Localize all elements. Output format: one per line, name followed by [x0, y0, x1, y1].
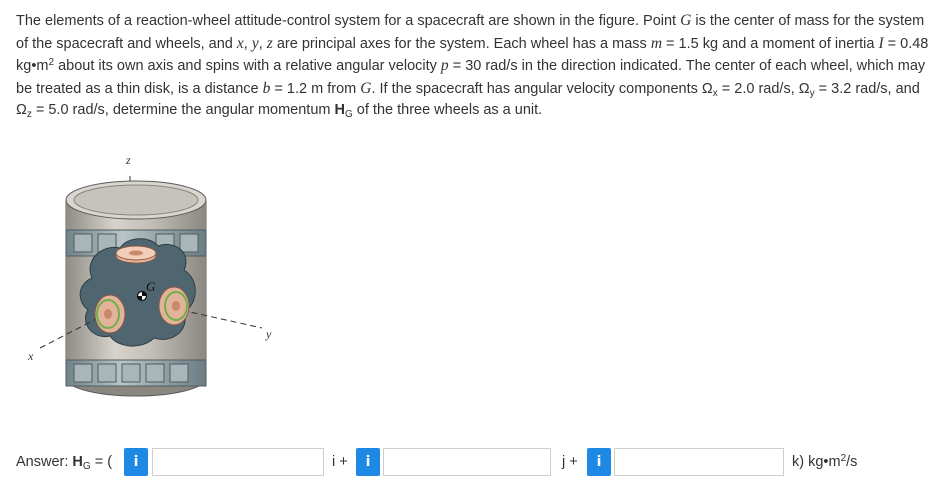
panel	[74, 364, 92, 382]
panel	[74, 234, 92, 252]
subscript: z	[26, 109, 32, 120]
problem-text: = 30 rad/s in the direction indicated. The center of each wheel, which may be treated as a thin disk, is a distance	[16, 58, 926, 97]
symbol-x: x	[236, 34, 244, 52]
answer-row	[16, 445, 931, 479]
symbol-G: G	[680, 12, 692, 29]
answer-j-input[interactable]	[383, 448, 551, 476]
subscript: x	[712, 87, 718, 99]
answer-units	[792, 454, 857, 470]
answer-i-input[interactable]	[152, 448, 324, 476]
problem-text: ,	[258, 35, 267, 52]
subscript: y	[809, 87, 815, 99]
wheel-y-hub	[172, 301, 180, 311]
symbol-m: m	[650, 34, 663, 52]
symbol-H: H	[334, 102, 345, 118]
answer-k-input[interactable]	[614, 448, 784, 476]
subscript: G	[344, 109, 353, 120]
problem-text: = 3.2 rad/s, and Ω	[16, 80, 920, 118]
problem-text: = 1.5 kg and a moment of inertia	[662, 35, 879, 52]
info-icon[interactable]: i	[356, 448, 380, 476]
superscript: 2	[840, 453, 847, 464]
spacecraft-illustration	[22, 148, 292, 398]
problem-text: = 1.2 m from	[270, 80, 361, 97]
problem-text: are principal axes for the system. Each wheel has a mass	[272, 35, 651, 52]
symbol-I: I	[878, 34, 884, 52]
superscript: 2	[48, 57, 55, 68]
y-axis-label: y	[266, 327, 272, 341]
units-text: k) kg•m	[792, 454, 841, 470]
problem-text: The elements of a reaction-wheel attitude-control system for a spacecraft are shown in the figure. Point	[16, 13, 681, 29]
unit-vector-i: i +	[332, 454, 348, 470]
z-axis-label: z	[126, 153, 131, 167]
problem-text: about its own axis and spins with a relative angular velocity	[54, 58, 441, 74]
cylinder-top-rim	[74, 185, 198, 215]
center-of-mass-label: G	[146, 279, 156, 294]
problem-text: = 2.0 rad/s, Ω	[717, 80, 810, 97]
panel	[122, 364, 140, 382]
panel	[146, 364, 164, 382]
symbol-G: G	[360, 79, 372, 97]
unit-vector-j: j +	[562, 454, 578, 470]
panel	[170, 364, 188, 382]
answer-equals: = (	[90, 454, 113, 470]
units-text: /s	[846, 454, 858, 470]
problem-text: = 0.48 kg•m	[16, 35, 929, 74]
symbol-z: z	[266, 34, 273, 52]
symbol-y: y	[251, 34, 259, 52]
spacecraft-figure	[22, 148, 292, 398]
info-icon[interactable]: i	[587, 448, 611, 476]
symbol-b: b	[262, 79, 271, 97]
info-icon[interactable]: i	[124, 448, 148, 476]
problem-text: . If the spacecraft has angular velocity components Ω	[371, 80, 713, 97]
symbol-p: p	[440, 57, 449, 74]
symbol-H: H	[72, 454, 83, 470]
wheel-z-hub	[129, 251, 143, 256]
answer-label	[16, 454, 112, 470]
problem-text: is the center of mass for the system of the spacecraft and wheels, and	[16, 13, 925, 52]
x-axis-label: x	[28, 349, 34, 363]
subscript: G	[82, 461, 91, 472]
answer-prefix: Answer:	[16, 454, 73, 470]
panel	[98, 364, 116, 382]
problem-text: ,	[243, 35, 252, 52]
problem-text: of the three wheels as a unit.	[352, 102, 543, 118]
panel	[180, 234, 198, 252]
wheel-x-hub	[104, 309, 112, 319]
problem-text: = 5.0 rad/s, determine the angular momentum	[31, 102, 335, 118]
problem-statement	[16, 10, 931, 122]
